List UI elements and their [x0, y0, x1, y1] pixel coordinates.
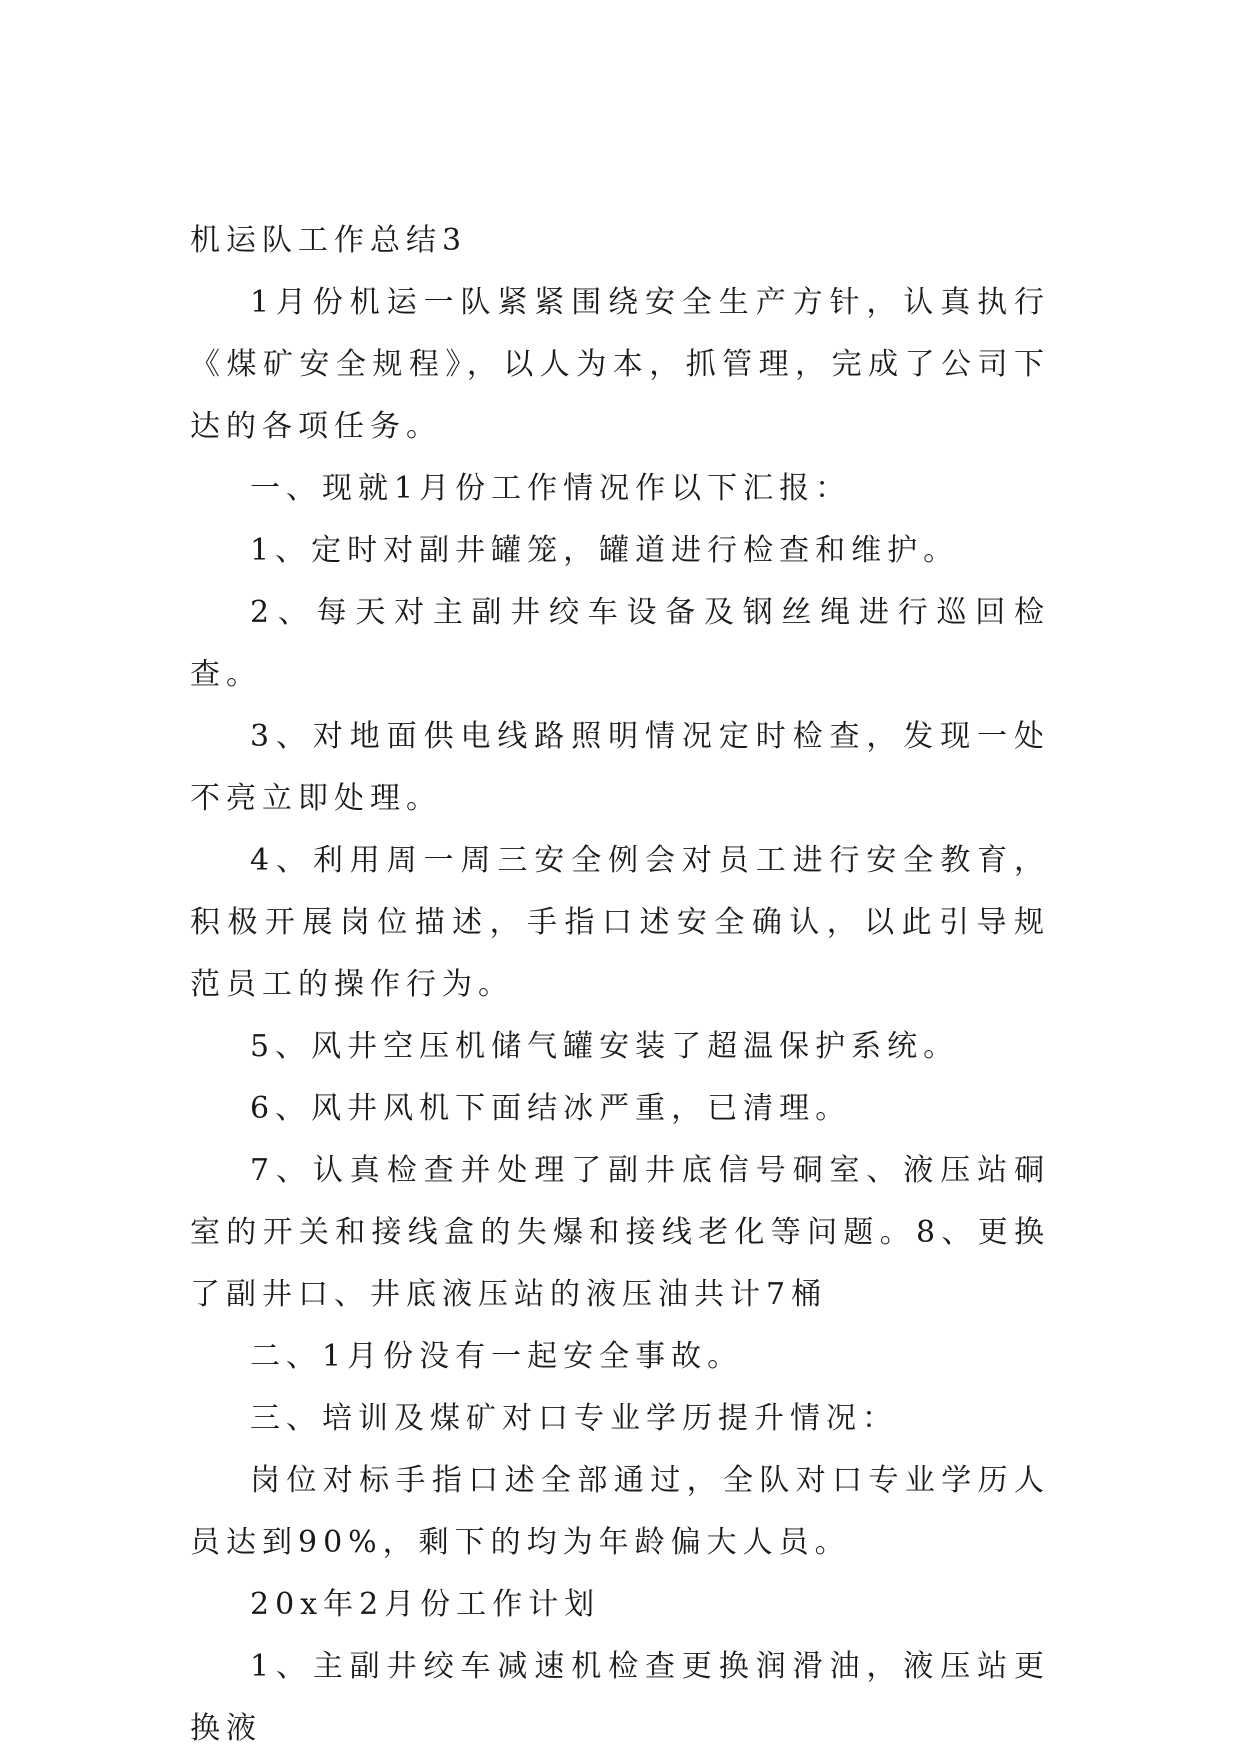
document-body [190, 210, 1050, 1760]
paragraph-item-7-8: 7、认真检查并处理了副井底信号硐室、液压站硐室的开关和接线盒的失爆和接线老化等问题。8、更换了副井口、井底液压站的液压油共计7桶 [190, 1153, 1050, 1312]
paragraph-training-result: 岗位对标手指口述全部通过，全队对口专业学历人员达到90%，剩下的均为年龄偏大人员。 [190, 1463, 1050, 1560]
paragraph-item-1: 1、定时对副井罐笼，罐道进行检查和维护。 [250, 533, 960, 568]
paragraph-section-1-heading: 一、现就1月份工作情况作以下汇报： [250, 471, 852, 506]
paragraph-item-6: 6、风井风机下面结冰严重，已清理。 [250, 1091, 852, 1126]
paragraph-section-2: 二、1月份没有一起安全事故。 [250, 1339, 744, 1374]
paragraph-item-3: 3、对地面供电线路照明情况定时检查，发现一处不亮立即处理。 [190, 719, 1050, 816]
paragraph-item-5: 5、风井空压机储气罐安装了超温保护系统。 [250, 1029, 960, 1064]
paragraph-item-4: 4、利用周一周三安全例会对员工进行安全教育，积极开展岗位描述，手指口述安全确认，以此引导规范员工的操作行为。 [190, 843, 1050, 1002]
paragraph-item-2: 2、每天对主副井绞车设备及钢丝绳进行巡回检查。 [190, 595, 1050, 692]
paragraph-plan-item-1: 1、主副井绞车减速机检查更换润滑油，液压站更换液 [190, 1649, 1050, 1746]
document-title: 机运队工作总结3 [190, 223, 468, 258]
paragraph-plan-heading: 20x年2月份工作计划 [250, 1587, 601, 1622]
paragraph-intro: 1月份机运一队紧紧围绕安全生产方针，认真执行《煤矿安全规程》，以人为本，抓管理，完成了公司下达的各项任务。 [190, 285, 1050, 444]
paragraph-section-3-heading: 三、培训及煤矿对口专业学历提升情况： [250, 1401, 898, 1436]
